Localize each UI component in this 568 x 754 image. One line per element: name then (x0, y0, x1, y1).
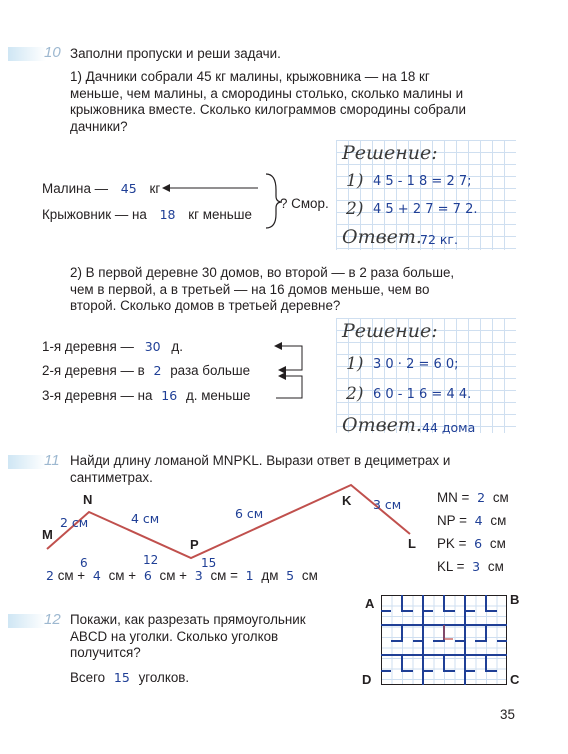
problem-text (70, 612, 306, 662)
input-value[interactable]: 2 (153, 363, 162, 378)
subtotal: 6 (80, 556, 88, 570)
point-label-k: K (342, 493, 352, 508)
row-label: 3-я деревня — на (42, 388, 153, 403)
red-cut-line (444, 625, 453, 639)
row-unit: д. (171, 339, 183, 354)
solution-step: 4 5 - 1 8 = 2 7; (373, 174, 472, 189)
rectangle-abcd (381, 595, 507, 685)
cut-line (391, 625, 486, 641)
total-value[interactable]: 15 (113, 670, 130, 685)
length-row-mn: MN = 2 см (437, 490, 509, 505)
input-value[interactable]: 30 (144, 339, 161, 354)
solution-step: 3 0 · 2 = 6 0; (373, 357, 459, 372)
length-row-np: NP = 4 см (437, 513, 507, 528)
point-label-m: M (42, 527, 53, 542)
length-row-pk: PK = 6 см (437, 536, 506, 551)
text-line: дачники? (70, 118, 128, 134)
sum-value[interactable]: 2 (46, 568, 54, 583)
answer-value[interactable]: 44 дома (422, 420, 476, 435)
sum-value[interactable]: 6 (143, 568, 152, 583)
task-number: 11 (44, 452, 60, 469)
text-line: сантиметрах. (70, 469, 153, 485)
text-line: ABCD на уголки. Сколько уголков (70, 628, 279, 644)
answer-label: Ответ. (342, 414, 422, 436)
task-number: 12 (44, 611, 61, 628)
text-line: получится? (70, 645, 141, 660)
segment-label-np: 4 см (131, 511, 160, 526)
text-line: Покажи, как разрезать прямоугольник (70, 612, 306, 627)
row-label: 2-я деревня — в (42, 363, 145, 378)
sum-value[interactable]: 1 (245, 568, 254, 583)
text-line: меньше, чем малины, а смородины столько, сколько малины и (70, 85, 464, 101)
total-row: Всего 15 уголков. (70, 670, 190, 685)
solution-step: 6 0 - 1 6 = 4 4. (373, 387, 472, 402)
segment-label-mn: 2 см (60, 515, 89, 530)
broken-line-mnpkl (47, 485, 410, 558)
corner-label-d: D (362, 672, 372, 687)
row-label: 1-я деревня — (42, 339, 134, 354)
text-line: крыжовника вместе. Сколько килограммов смородины собрали (70, 102, 466, 117)
point-label-n: N (83, 492, 93, 507)
step-number: 2) (346, 199, 364, 219)
text-line: 2) В первой деревне 30 домов, во второй — в 2 раза больше, (70, 265, 455, 280)
point-label-p: P (190, 537, 199, 552)
row-unit: кг (149, 181, 161, 196)
segment-label-pk: 6 см (235, 506, 264, 521)
solution-title: Решение: (342, 142, 438, 164)
segment-label-kl: 3 см (373, 497, 402, 512)
solution-step: 4 5 + 2 7 = 7 2. (373, 202, 478, 217)
text-line: 1) Дачники собрали 45 кг малины, крыжовника — на 18 кг (70, 69, 430, 84)
corner-label-c: C (510, 672, 520, 687)
row-label: Малина — (42, 181, 108, 196)
corner-label-a: A (365, 596, 375, 611)
row-label: Крыжовник — на (42, 207, 147, 222)
step-number: 2) (346, 384, 364, 404)
sum-value[interactable]: 4 (92, 568, 101, 583)
text-line: чем в первой, а в третьей — на 16 домов меньше, чем во (70, 281, 430, 297)
cut-line (402, 595, 497, 611)
subtotal: 12 (143, 553, 159, 567)
step-number: 1) (346, 354, 364, 374)
lengths-list (437, 486, 509, 578)
corner-cuts (381, 595, 507, 685)
sum-value[interactable]: 3 (194, 568, 203, 583)
brace-label: ? Смор. (280, 196, 329, 211)
answer-label: Ответ. (342, 226, 422, 248)
task-number: 10 (44, 44, 61, 61)
corner-label-b: B (510, 592, 520, 607)
sum-expression: 2 см + 4 см + 6 см + 3 см = 1 дм 5 см (46, 568, 318, 583)
row-unit: д. меньше (185, 388, 251, 403)
page-number: 35 (500, 707, 515, 722)
input-value[interactable]: 18 (159, 207, 176, 222)
input-value[interactable]: 45 (120, 181, 137, 196)
cut-line (402, 655, 497, 671)
subtotal: 15 (201, 556, 217, 570)
row-unit: раза больше (170, 363, 251, 378)
sum-value[interactable]: 5 (286, 568, 295, 583)
step-number: 1) (346, 171, 364, 191)
row-unit: кг меньше (188, 207, 252, 222)
text-line: Найди длину ломаной MNPKL. Вырази ответ в дециметрах и (70, 453, 451, 468)
task-title: Заполни пропуски и реши задачи. (70, 46, 281, 61)
text-line: второй. Сколько домов в третьей деревне? (70, 298, 341, 313)
answer-value[interactable]: 72 кг. (420, 232, 458, 247)
length-row-kl: KL = 3 см (437, 559, 504, 574)
task-marker-bar (8, 614, 46, 628)
solution-title: Решение: (342, 320, 438, 342)
point-label-l: L (408, 536, 416, 551)
input-value[interactable]: 16 (161, 388, 178, 403)
